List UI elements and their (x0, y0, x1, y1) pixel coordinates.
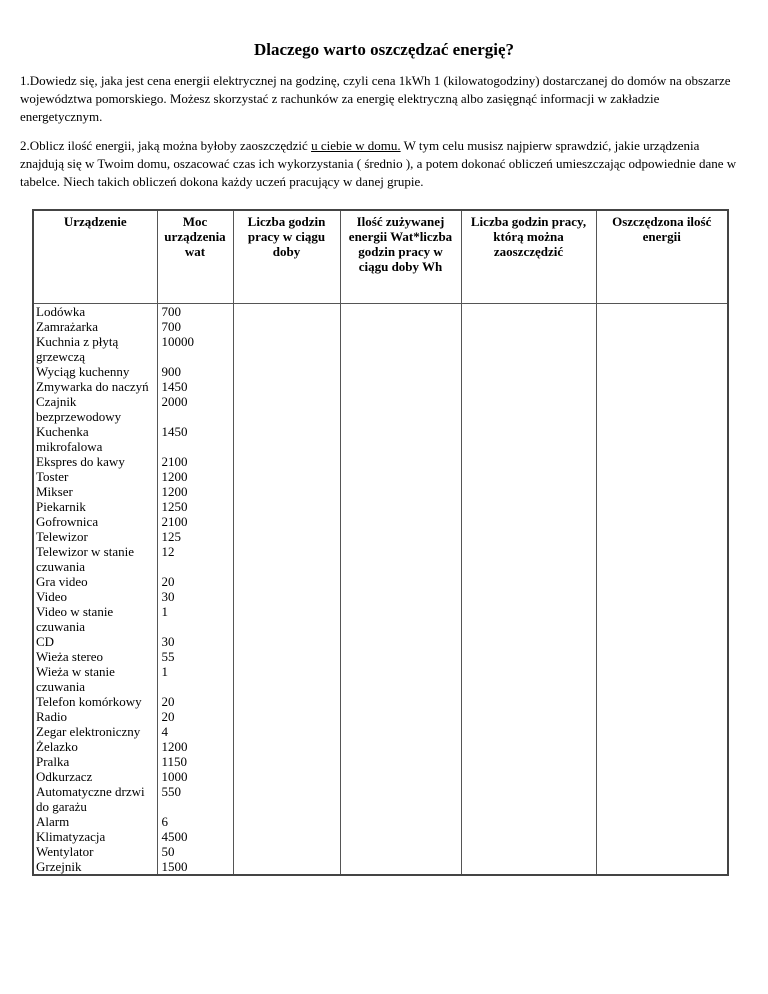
hours-cell[interactable] (233, 394, 340, 424)
device-power-cell: 6 (157, 814, 233, 829)
energy-cell[interactable] (340, 859, 461, 875)
device-name-cell: Zegar elektroniczny (33, 724, 157, 739)
table-row (33, 769, 728, 784)
hours-saved-cell[interactable] (461, 424, 596, 454)
hours-cell[interactable] (233, 484, 340, 499)
hours-cell[interactable] (233, 649, 340, 664)
table-row (33, 664, 728, 694)
energy-cell[interactable] (340, 829, 461, 844)
hours-saved-cell[interactable] (461, 694, 596, 709)
device-name-cell: Telewizor (33, 529, 157, 544)
energy-cell[interactable] (340, 544, 461, 574)
device-name-cell: Gra video (33, 574, 157, 589)
device-power-cell: 30 (157, 634, 233, 649)
header-hours: Liczba godzin pracy w ciągu doby (233, 210, 340, 304)
device-name-cell: Wyciąg kuchenny (33, 364, 157, 379)
energy-cell[interactable] (340, 484, 461, 499)
device-name-cell: Alarm (33, 814, 157, 829)
hours-cell[interactable] (233, 784, 340, 814)
hours-saved-cell[interactable] (461, 304, 596, 320)
device-power-cell: 1450 (157, 424, 233, 454)
table-row (33, 754, 728, 769)
energy-cell[interactable] (340, 394, 461, 424)
device-name-cell: Lodówka (33, 304, 157, 320)
hours-cell[interactable] (233, 754, 340, 769)
energy-cell[interactable] (340, 694, 461, 709)
hours-saved-cell[interactable] (461, 469, 596, 484)
device-power-cell: 2100 (157, 514, 233, 529)
device-name-cell: Mikser (33, 484, 157, 499)
device-power-cell: 1 (157, 664, 233, 694)
energy-saved-cell[interactable] (596, 529, 728, 544)
energy-saved-cell[interactable] (596, 634, 728, 649)
device-power-cell: 20 (157, 574, 233, 589)
table-row (33, 334, 728, 364)
energy-cell[interactable] (340, 319, 461, 334)
hours-saved-cell[interactable] (461, 379, 596, 394)
device-power-cell: 1200 (157, 739, 233, 754)
hours-cell[interactable] (233, 574, 340, 589)
table-row (33, 784, 728, 814)
energy-saved-cell[interactable] (596, 334, 728, 364)
hours-cell[interactable] (233, 529, 340, 544)
hours-saved-cell[interactable] (461, 394, 596, 424)
device-name-cell: Grzejnik (33, 859, 157, 875)
device-name-cell: Wieża stereo (33, 649, 157, 664)
table-row (33, 814, 728, 829)
energy-saved-cell[interactable] (596, 499, 728, 514)
table-row (33, 739, 728, 754)
energy-cell[interactable] (340, 709, 461, 724)
device-power-cell: 550 (157, 784, 233, 814)
table-row (33, 709, 728, 724)
energy-table (32, 209, 729, 876)
hours-saved-cell[interactable] (461, 604, 596, 634)
table-body (33, 304, 728, 876)
header-hours-saved: Liczba godzin pracy, którą można zaoszczędzić (461, 210, 596, 304)
device-power-cell: 20 (157, 694, 233, 709)
energy-saved-cell[interactable] (596, 364, 728, 379)
table-row (33, 829, 728, 844)
table-row (33, 724, 728, 739)
energy-saved-cell[interactable] (596, 424, 728, 454)
hours-cell[interactable] (233, 694, 340, 709)
hours-cell[interactable] (233, 634, 340, 649)
table-row (33, 319, 728, 334)
table-row (33, 634, 728, 649)
hours-cell[interactable] (233, 724, 340, 739)
document-title: Dlaczego warto oszczędzać energię? (253, 40, 515, 59)
device-power-cell: 1200 (157, 484, 233, 499)
device-power-cell: 700 (157, 319, 233, 334)
hours-saved-cell[interactable] (461, 574, 596, 589)
hours-cell[interactable] (233, 424, 340, 454)
device-name-cell: CD (33, 634, 157, 649)
energy-saved-cell[interactable] (596, 454, 728, 469)
hours-saved-cell[interactable] (461, 514, 596, 529)
energy-cell[interactable] (340, 574, 461, 589)
header-device: Urządzenie (33, 210, 157, 304)
hours-saved-cell[interactable] (461, 454, 596, 469)
energy-saved-cell[interactable] (596, 844, 728, 859)
hours-saved-cell[interactable] (461, 484, 596, 499)
device-name-cell: Pralka (33, 754, 157, 769)
table-row (33, 544, 728, 574)
hours-cell[interactable] (233, 364, 340, 379)
instruction-1: 1.Dowiedz się, jaka jest cena energii elektrycznej na godzinę, czyli cena 1kWh 1 (kilowatogodziny) dostarczanej do domów na obszarze województwa pomorskiego. Możesz skorzystać z rachunków za energię elektryczną albo zasięgnąć informacji w zakładzie energetycznym. (20, 73, 731, 124)
device-name-cell: Radio (33, 709, 157, 724)
energy-saved-cell[interactable] (596, 604, 728, 634)
device-power-cell: 55 (157, 649, 233, 664)
table-header-row (33, 210, 728, 304)
instruction-2-end: W tym celu musisz najpierw sprawdzić, jakie urządzenia znajdują się w Twoim domu, oszacować czas ich wykorzystania ( średnio ), a potem dokonać obliczeń umieszczając odpowiednie dane w tabelce. Niech takich obliczeń dokona każdy uczeń pracujący w danej grupie. (20, 138, 737, 189)
table-row (33, 844, 728, 859)
hours-saved-cell[interactable] (461, 364, 596, 379)
device-name-cell: Wentylator (33, 844, 157, 859)
energy-saved-cell[interactable] (596, 709, 728, 724)
energy-cell[interactable] (340, 364, 461, 379)
hours-cell[interactable] (233, 379, 340, 394)
table-row (33, 514, 728, 529)
energy-cell[interactable] (340, 769, 461, 784)
energy-cell[interactable] (340, 469, 461, 484)
hours-cell[interactable] (233, 469, 340, 484)
hours-cell[interactable] (233, 604, 340, 634)
hours-saved-cell[interactable] (461, 724, 596, 739)
hours-cell[interactable] (233, 454, 340, 469)
hours-saved-cell[interactable] (461, 784, 596, 814)
table-row (33, 604, 728, 634)
hours-cell[interactable] (233, 334, 340, 364)
energy-saved-cell[interactable] (596, 769, 728, 784)
device-power-cell: 1200 (157, 469, 233, 484)
hours-saved-cell[interactable] (461, 499, 596, 514)
table-row (33, 859, 728, 875)
energy-cell[interactable] (340, 844, 461, 859)
energy-saved-cell[interactable] (596, 664, 728, 694)
energy-cell[interactable] (340, 454, 461, 469)
energy-cell[interactable] (340, 514, 461, 529)
hours-cell[interactable] (233, 319, 340, 334)
device-power-cell: 1000 (157, 769, 233, 784)
hours-saved-cell[interactable] (461, 664, 596, 694)
device-power-cell: 1150 (157, 754, 233, 769)
device-name-cell: Video (33, 589, 157, 604)
hours-saved-cell[interactable] (461, 334, 596, 364)
device-name-cell: Kuchenka mikrofalowa (33, 424, 157, 454)
hours-saved-cell[interactable] (461, 529, 596, 544)
device-power-cell: 50 (157, 844, 233, 859)
energy-cell[interactable] (340, 784, 461, 814)
device-power-cell: 1450 (157, 379, 233, 394)
table-row (33, 694, 728, 709)
hours-cell[interactable] (233, 514, 340, 529)
device-power-cell: 4 (157, 724, 233, 739)
device-power-cell: 30 (157, 589, 233, 604)
table-row (33, 304, 728, 320)
table-row (33, 379, 728, 394)
hours-saved-cell[interactable] (461, 844, 596, 859)
hours-saved-cell[interactable] (461, 709, 596, 724)
energy-saved-cell[interactable] (596, 694, 728, 709)
table-row (33, 454, 728, 469)
device-name-cell: Wieża w stanie czuwania (33, 664, 157, 694)
table-row (33, 424, 728, 454)
table-row (33, 394, 728, 424)
energy-cell[interactable] (340, 499, 461, 514)
energy-saved-cell[interactable] (596, 724, 728, 739)
device-name-cell: Odkurzacz (33, 769, 157, 784)
device-name-cell: Telewizor w stanie czuwania (33, 544, 157, 574)
energy-cell[interactable] (340, 304, 461, 320)
energy-saved-cell[interactable] (596, 739, 728, 754)
hours-saved-cell[interactable] (461, 319, 596, 334)
hours-cell[interactable] (233, 739, 340, 754)
device-name-cell: Zmywarka do naczyń (33, 379, 157, 394)
hours-cell[interactable] (233, 304, 340, 320)
device-power-cell: 20 (157, 709, 233, 724)
hours-saved-cell[interactable] (461, 634, 596, 649)
energy-saved-cell[interactable] (596, 814, 728, 829)
device-name-cell: Telefon komórkowy (33, 694, 157, 709)
hours-saved-cell[interactable] (461, 754, 596, 769)
energy-cell[interactable] (340, 589, 461, 604)
device-name-cell: Zamrażarka (33, 319, 157, 334)
table-row (33, 484, 728, 499)
hours-saved-cell[interactable] (461, 859, 596, 875)
hours-cell[interactable] (233, 709, 340, 724)
instruction-2-underlined: u ciebie w domu. (311, 138, 401, 153)
device-name-cell: Klimatyzacja (33, 829, 157, 844)
energy-cell[interactable] (340, 634, 461, 649)
energy-saved-cell[interactable] (596, 319, 728, 334)
energy-cell[interactable] (340, 724, 461, 739)
header-energy-saved: Oszczędzona ilość energii (596, 210, 728, 304)
device-power-cell: 4500 (157, 829, 233, 844)
device-name-cell: Czajnik bezprzewodowy (33, 394, 157, 424)
hours-cell[interactable] (233, 844, 340, 859)
device-power-cell: 12 (157, 544, 233, 574)
device-power-cell: 10000 (157, 334, 233, 364)
device-name-cell: Kuchnia z płytą grzewczą (33, 334, 157, 364)
hours-saved-cell[interactable] (461, 649, 596, 664)
instruction-2 (20, 137, 740, 191)
hours-cell[interactable] (233, 814, 340, 829)
table-row (33, 589, 728, 604)
device-name-cell: Żelazko (33, 739, 157, 754)
energy-saved-cell[interactable] (596, 589, 728, 604)
energy-saved-cell[interactable] (596, 379, 728, 394)
hours-saved-cell[interactable] (461, 814, 596, 829)
energy-cell[interactable] (340, 754, 461, 769)
table-row (33, 364, 728, 379)
energy-saved-cell[interactable] (596, 754, 728, 769)
hours-cell[interactable] (233, 664, 340, 694)
hours-cell[interactable] (233, 544, 340, 574)
energy-cell[interactable] (340, 379, 461, 394)
hours-saved-cell[interactable] (461, 739, 596, 754)
hours-cell[interactable] (233, 829, 340, 844)
table-row (33, 574, 728, 589)
device-name-cell: Gofrownica (33, 514, 157, 529)
energy-cell[interactable] (340, 649, 461, 664)
device-power-cell: 2100 (157, 454, 233, 469)
device-name-cell: Ekspres do kawy (33, 454, 157, 469)
energy-saved-cell[interactable] (596, 469, 728, 484)
energy-saved-cell[interactable] (596, 304, 728, 320)
device-power-cell: 125 (157, 529, 233, 544)
energy-saved-cell[interactable] (596, 484, 728, 499)
table-row (33, 529, 728, 544)
device-power-cell: 700 (157, 304, 233, 320)
energy-cell[interactable] (340, 334, 461, 364)
energy-saved-cell[interactable] (596, 574, 728, 589)
header-power: Moc urządzenia wat (157, 210, 233, 304)
device-power-cell: 900 (157, 364, 233, 379)
energy-saved-cell[interactable] (596, 394, 728, 424)
table-row (33, 499, 728, 514)
header-energy: Ilość zużywanej energii Wat*liczba godzin pracy w ciągu doby Wh (340, 210, 461, 304)
energy-cell[interactable] (340, 664, 461, 694)
device-power-cell: 1500 (157, 859, 233, 875)
device-name-cell: Automatyczne drzwi do garażu (33, 784, 157, 814)
hours-saved-cell[interactable] (461, 769, 596, 784)
energy-cell[interactable] (340, 529, 461, 544)
device-power-cell: 2000 (157, 394, 233, 424)
hours-saved-cell[interactable] (461, 829, 596, 844)
energy-saved-cell[interactable] (596, 649, 728, 664)
hours-cell[interactable] (233, 589, 340, 604)
energy-cell[interactable] (340, 604, 461, 634)
energy-cell[interactable] (340, 814, 461, 829)
device-name-cell: Video w stanie czuwania (33, 604, 157, 634)
table-row (33, 469, 728, 484)
energy-saved-cell[interactable] (596, 859, 728, 875)
energy-cell[interactable] (340, 424, 461, 454)
hours-cell[interactable] (233, 859, 340, 875)
energy-saved-cell[interactable] (596, 544, 728, 574)
device-power-cell: 1 (157, 604, 233, 634)
table-row (33, 649, 728, 664)
instruction-2-start: 2.Oblicz ilość energii, jaką można byłoby zaoszczędzić (20, 138, 312, 153)
device-name-cell: Piekarnik (33, 499, 157, 514)
device-power-cell: 1250 (157, 499, 233, 514)
hours-cell[interactable] (233, 769, 340, 784)
device-name-cell: Toster (33, 469, 157, 484)
energy-saved-cell[interactable] (596, 829, 728, 844)
hours-saved-cell[interactable] (461, 544, 596, 574)
hours-saved-cell[interactable] (461, 589, 596, 604)
energy-saved-cell[interactable] (596, 514, 728, 529)
energy-cell[interactable] (340, 739, 461, 754)
energy-saved-cell[interactable] (596, 784, 728, 814)
hours-cell[interactable] (233, 499, 340, 514)
